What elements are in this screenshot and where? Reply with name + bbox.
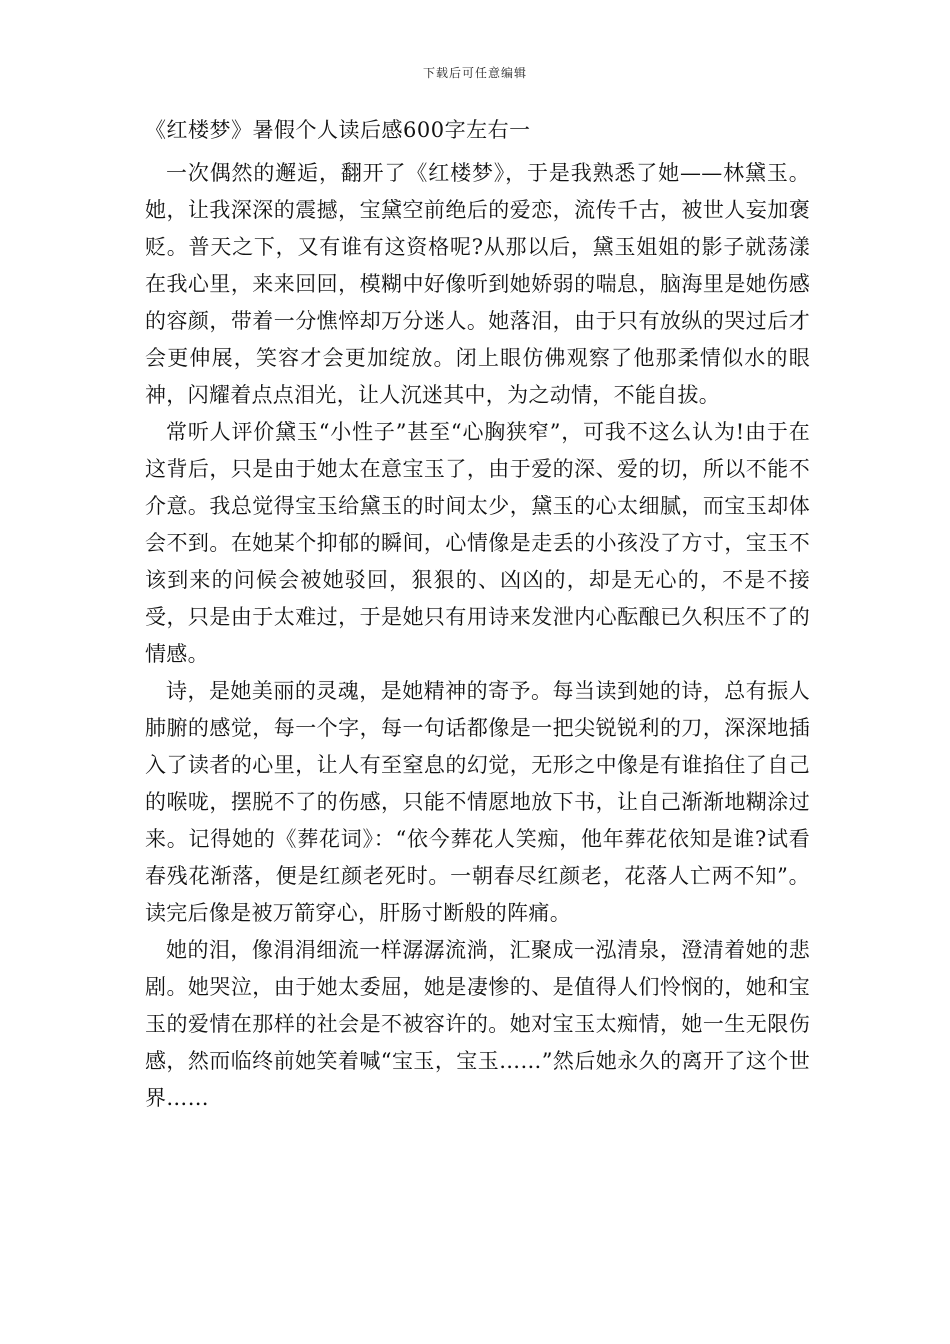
header-note: 下载后可任意编辑	[422, 66, 527, 80]
paragraph-3: 诗，是她美丽的灵魂，是她精神的寄予。每当读到她的诗，总有振人肺腑的感觉，每一个字，每一句话都像是一把尖锐锐利的刀，深深地插入了读者的心里，让人有至窒息的幻觉，无形之中像是有谁掐住了自己的喉咙，摆脱不了的伤感，只能不情愿地放下书，让自己渐渐地糊涂过来。记得她的《葬花词》：“依今葬花人笑痴，他年葬花依知是谁?试看春残花渐落，便是红颜老死时。一朝春尽红颜老，花落人亡两不知”。读完后像是被万箭穿心，肝肠寸断般的阵痛。	[145, 679, 810, 925]
paragraph-2: 常听人评价黛玉“小性子”甚至“心胸狭窄”，可我不这么认为!由于在这背后，只是由于她太在意宝玉了，由于爱的深、爱的切，所以不能不介意。我总觉得宝玉给黛玉的时间太少，黛玉的心太细腻，而宝玉却体会不到。在她某个抑郁的瞬间，心情像是走丢的小孩没了方寸，宝玉不该到来的问候会被她驳回，狠狠的、凶凶的，却是无心的，不是不接受，只是由于太难过，于是她只有用诗来发泄内心酝酿已久积压不了的情感。	[145, 420, 810, 666]
paragraph-1: 一次偶然的邂逅，翻开了《红楼梦》，于是我熟悉了她——林黛玉。她，让我深深的震撼，宝黛空前绝后的爱恋，流传千古，被世人妄加褒贬。普天之下，又有谁有这资格呢?从那以后，黛玉姐姐的影子就荡漾在我心里，来来回回，模糊中好像听到她娇弱的喘息，脑海里是她伤感的容颜，带着一分憔悴却万分迷人。她落泪，由于只有放纵的哭过后才会更伸展，笑容才会更加绽放。闭上眼仿佛观察了他那柔情似水的眼神，闪耀着点点泪光，让人沉迷其中，为之动情，不能自拔。	[145, 161, 810, 407]
paragraph-4: 她的泪，像涓涓细流一样潺潺流淌，汇聚成一泓清泉，澄清着她的悲剧。她哭泣，由于她太委屈，她是凄惨的、是值得人们怜悯的，她和宝玉的爱情在那样的社会是不被容许的。她对宝玉太痴情，她一生无限伤感，然而临终前她笑着喊“宝玉，宝玉……”然后她永久的离开了这个世界……	[145, 938, 810, 1110]
document-title: 《红楼梦》暑假个人读后感600字左右一	[145, 118, 531, 142]
document-body	[145, 112, 810, 1117]
